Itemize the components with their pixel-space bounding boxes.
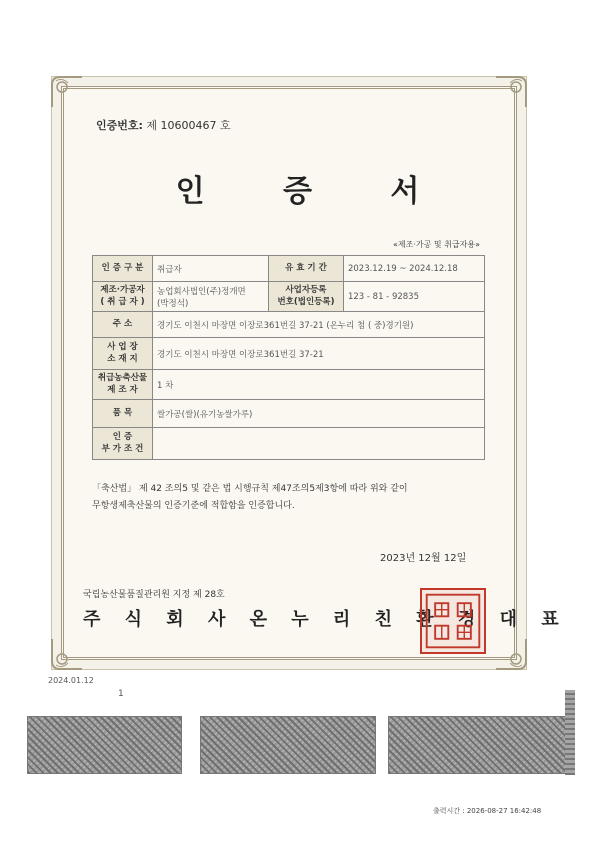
certification-statement (92, 481, 492, 515)
issuer-designation: 국립농산물품질관리원 지정 제 28호 (83, 590, 225, 600)
table-header-cell: 사업자등록 번호(법인등록) (268, 282, 343, 312)
table-header-cell: 주 소 (93, 312, 153, 338)
table-row (93, 400, 485, 428)
certificate-number-label: 인증번호: (96, 119, 143, 132)
redacted-strip (565, 690, 575, 775)
table-cell: 취급자 (153, 256, 269, 282)
table-cell: 2023.12.19 ~ 2024.12.18 (343, 256, 484, 282)
official-seal-icon (420, 588, 486, 654)
table-header-cell: 인 증 구 분 (93, 256, 153, 282)
table-row (93, 312, 485, 338)
certificate-info-table (92, 255, 485, 460)
issuer-organization (83, 605, 568, 631)
corner-ornament-icon (50, 75, 84, 109)
table-cell: 1 차 (153, 370, 485, 400)
document-subtitle: «제조·가공 및 취급자용» (393, 240, 480, 249)
table-row (93, 428, 485, 460)
redacted-block (200, 716, 376, 774)
print-timestamp: 출력시간 : 2026-08-27 16:42:48 (433, 807, 542, 815)
table-cell: 경기도 이천시 마장면 이장로361번길 37-21 (온누리 첨 ( 중)경기원) (153, 312, 485, 338)
document-title: 인 증 서 (175, 174, 454, 209)
redacted-block (27, 716, 182, 774)
table-row (93, 256, 485, 282)
issuer-org-name: 주 식 회 사 온 누 리 친 환 경 (83, 609, 485, 630)
table-header-cell: 사 업 장 소 재 지 (93, 338, 153, 370)
corner-ornament-icon (494, 637, 528, 671)
table-row (93, 338, 485, 370)
table-header-cell: 품 목 (93, 400, 153, 428)
table-cell: 쌀가공(쌀)(유기농쌀가루) (153, 400, 485, 428)
corner-ornament-icon (494, 75, 528, 109)
page-number: 1 (118, 689, 124, 699)
redacted-block (388, 716, 566, 774)
certificate-number-value: 제 10600467 호 (146, 119, 231, 132)
issuer-title: 대 표 (499, 609, 568, 630)
table-cell: 경기도 이천시 마장면 이장로361번길 37-21 (153, 338, 485, 370)
table-cell: 123 - 81 - 92835 (343, 282, 484, 312)
table-row (93, 282, 485, 312)
certificate-number (96, 117, 231, 133)
issue-date: 2023년 12월 12일 (380, 553, 467, 564)
statement-line: 무항생제축산물의 인증기준에 적합함을 인증합니다. (92, 501, 295, 511)
table-cell (153, 428, 485, 460)
table-cell: 농업회사법인(주)정개면 (박정석) (153, 282, 269, 312)
corner-ornament-icon (50, 637, 84, 671)
table-header-cell: 인 증 부 가 조 건 (93, 428, 153, 460)
statement-line: 「축산법」 제 42 조의5 및 같은 법 시행규칙 제47조의5제3항에 따라 위와 같이 (92, 484, 408, 494)
table-header-cell: 제조·가공자 ( 취 급 자 ) (93, 282, 153, 312)
footer-date: 2024.01.12 (48, 676, 94, 685)
table-header-cell: 유 효 기 간 (268, 256, 343, 282)
table-header-cell: 취급농축산물 제 조 자 (93, 370, 153, 400)
table-row (93, 370, 485, 400)
